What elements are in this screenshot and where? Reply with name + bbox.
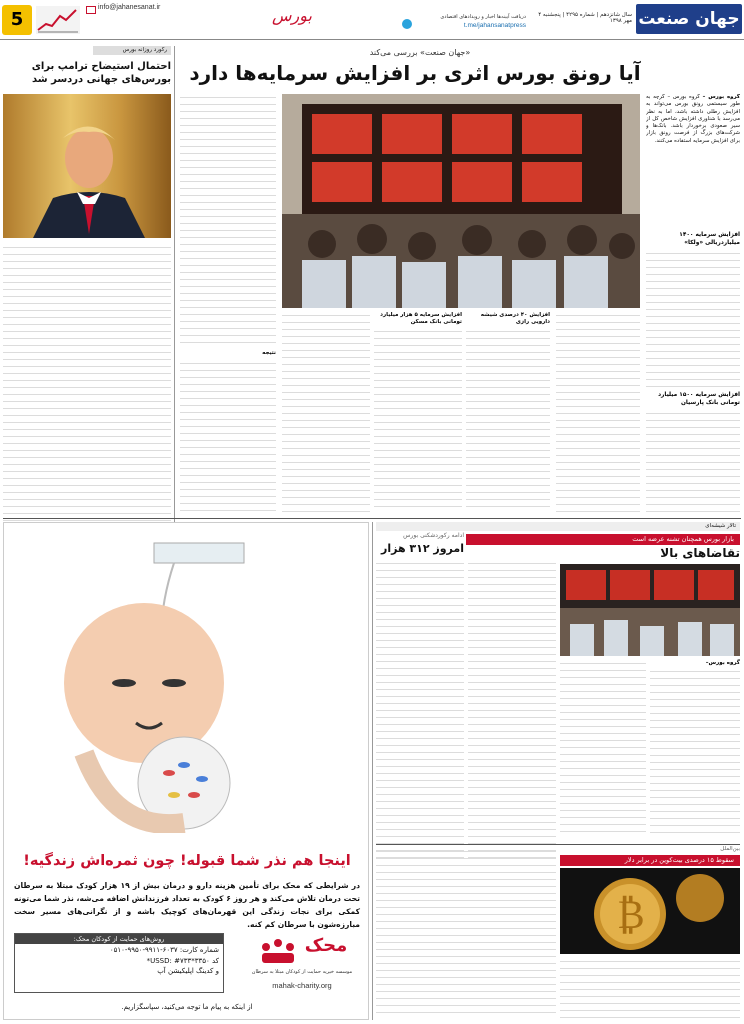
section-title: بورس — [272, 6, 312, 25]
telegram-caption: دریافت آیینه‌ها اخبار و رویدادهای اقتصادی — [440, 14, 526, 20]
lead-headline: آیا رونق بورس اثری بر افزایش سرمایه‌ها دارد — [189, 61, 641, 85]
ad-ussd: کد USSD: #۷۳۳*۳۳۵۰* — [146, 957, 219, 965]
lead-column-1b — [180, 360, 276, 512]
bitcoin-label: بین‌الملل — [720, 846, 740, 852]
trump-photo — [3, 94, 171, 238]
record-column-2 — [468, 560, 556, 860]
masthead — [0, 0, 744, 40]
lead-column-3 — [466, 328, 550, 512]
chart-logo-icon — [36, 6, 80, 34]
lead-sub-conclusion: نتیجه — [262, 350, 276, 356]
ad-body: در شرایطی که محک برای تأمین هزینه دارو و درمان بیش از ۱۹ هزار کودک مبتلا به سرطان تحت درمان تلاش می‌کند و هر روز ۶ کودک به تعداد فرزندانش اضافه می‌شه، نذر شما می‌تونه کمکی برای نجات زندگی این قهرمان‌های کوچیک باشه و از نگرانی‌های مسیر سخت مبارزه‌شون با سرطان کم کنه. — [14, 881, 360, 929]
lead-sub-volka: افزایش سرمایه ۱۴۰۰ میلیاردریالی «ولکا» — [679, 232, 740, 246]
ad-brand: محک — [304, 935, 348, 956]
column-divider — [174, 46, 175, 526]
lead-intro-text: گروه بورس – گرچه به طور سیستمی رونق بورس می‌تواند به افزایش رطلی داشته باشد، اما به نظر می‌رسد با شناوری افزایش شاخص کل از سیر صعودی برخوردار باشد. بانک‌ها و شرکت‌های بزرگ از فرصت رونق بازار برای افزایش سرمایه استفاده می‌کنند. — [646, 94, 740, 144]
svg-text:₿: ₿ — [617, 892, 645, 938]
mahak-logo-icon — [258, 937, 298, 967]
ad-card-number: شماره کارت: ۶۰۳۷-۹۹۱۱-۹۹۵۰-۰۵۱۰ — [109, 946, 219, 954]
bitcoin-right-column — [560, 958, 740, 1018]
bitcoin-photo — [560, 868, 740, 954]
market-banner: بازار بورس همچنان تشنه عرضه است — [466, 534, 740, 545]
market-sub-label: گروه بورس– — [705, 660, 740, 666]
record-kicker: ادامه رکوردشکنی بورس — [403, 532, 464, 539]
ad-brand-sub: موسسه خیریه حمایت از کودکان مبتلا به سرطان — [251, 969, 353, 975]
telegram-link[interactable]: t.me/jahansanatpress — [463, 22, 526, 29]
lead-kicker: «جهان صنعت» بررسی می‌کند — [369, 48, 471, 57]
trump-kicker: رکورد روزانه بورس — [93, 46, 171, 55]
ad-ways-title: روش‌های حمایت از کودکان محک: — [15, 934, 223, 944]
trump-column — [3, 46, 171, 528]
newspaper-logo: جهان صنعت — [636, 4, 742, 34]
lead-column-1 — [180, 94, 276, 346]
trump-body-text — [3, 244, 171, 524]
trading-hall-photo — [560, 564, 740, 656]
ad-support-box — [14, 933, 224, 993]
lead-sub-maskan: افزایش سرمایه ۵ هزار میلیارد تومانی بانک مسکن — [380, 312, 462, 325]
record-column-1 — [376, 560, 464, 860]
stock-exchange-photo — [282, 94, 640, 308]
market-column-2 — [560, 660, 646, 836]
child-illustration — [44, 533, 344, 833]
market-section-label: تالار شیشه‌ای — [376, 522, 740, 531]
ad-footer: از اینکه به پیام ما توجه می‌کنید، سپاسگزاریم. — [121, 1003, 253, 1011]
lead-column-2 — [374, 328, 462, 512]
page-number: 5 — [2, 5, 32, 35]
trump-headline: احتمال استیضاح ترامپ برای بورس‌های جهانی دردسر شد — [31, 61, 171, 85]
lead-column-4 — [556, 312, 640, 512]
issue-line: سال شانزدهم | شماره ۴۲۹۵ | پنجشنبه ۴ مهر ۱۳۹۸ — [538, 12, 632, 24]
lead-intro-label: گروه بورس – — [702, 94, 740, 100]
mahak-ad — [3, 522, 369, 1020]
column-divider — [372, 522, 373, 1020]
ad-app: و کدینگ اپلیکیشن آپ — [157, 967, 219, 975]
ad-headline: اینجا هم نذر شما قبوله! چون ثمره‌اش زندگیه! — [23, 853, 351, 869]
lead-sub-razi: افزایش ۴۰ درصدی شیشه دارویی رازی — [480, 312, 550, 325]
bitcoin-banner: سقوط ۱۵ درصدی بیت‌کوین در برابر دلار — [560, 855, 740, 866]
market-headline: تقاضاهای بالا — [660, 546, 740, 560]
lead-column-right-2 — [646, 410, 740, 514]
email-icon — [86, 6, 96, 14]
horizontal-rule — [3, 518, 741, 519]
market-column-1 — [650, 668, 740, 836]
email-address[interactable]: info@jahanesanat.ir — [98, 4, 161, 11]
lead-intro — [646, 94, 740, 250]
telegram-icon — [402, 19, 412, 29]
bitcoin-left-column — [376, 848, 556, 1018]
lead-column-right-1 — [646, 250, 740, 390]
lead-sub-parsian: افزایش سرمایه ۱۵۰۰ میلیارد تومانی بانک پارسیان — [658, 392, 740, 406]
record-headline: امروز ۳۱۲ هزار — [381, 542, 464, 555]
horizontal-rule — [376, 844, 740, 845]
ad-website[interactable]: mahak-charity.org — [272, 981, 332, 990]
lead-column-photo-side — [282, 312, 370, 512]
